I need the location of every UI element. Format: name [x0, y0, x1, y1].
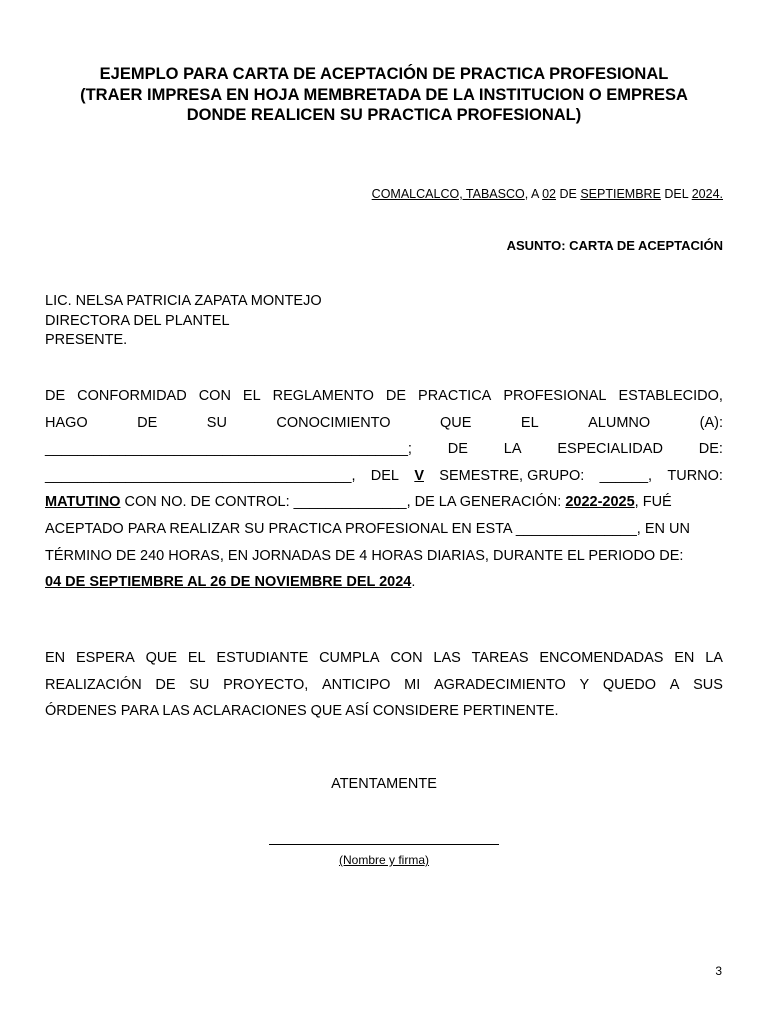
word: EL	[187, 650, 206, 666]
word: ESTUDIANTE	[216, 650, 309, 666]
date-year: 2024.	[691, 187, 723, 201]
body1-line-2	[45, 410, 723, 437]
word: EN	[674, 650, 695, 666]
date-sep: , A	[524, 187, 543, 201]
group-blank: ______,	[599, 467, 653, 484]
addressee-name: LIC. NELSA PATRICIA ZAPATA MONTEJO	[45, 293, 322, 309]
date-de: DE	[556, 187, 581, 201]
word: CONFORMIDAD	[77, 388, 187, 404]
word: EL	[242, 388, 261, 404]
word: ESPECIALIDAD	[557, 441, 663, 458]
word: AGRADECIMIENTO	[433, 676, 566, 693]
control-label: CON NO. DE CONTROL:	[120, 494, 294, 511]
heading-line-1: EJEMPLO PARA CARTA DE ACEPTACIÓN DE PRACTICA PROFESIONAL	[99, 65, 669, 83]
body1-line-6-end: , EN UN	[636, 520, 690, 537]
period-value: 04 DE SEPTIEMBRE AL 26 DE NOVIEMBRE DEL 2024	[45, 574, 412, 591]
shift-label: TURNO:	[667, 467, 723, 484]
addressee-presente: PRESENTE.	[45, 332, 128, 348]
word: REGLAMENTO	[272, 388, 374, 404]
document-heading	[40, 64, 728, 126]
body2-line-1	[45, 645, 723, 672]
word: ALUMNO	[588, 414, 651, 431]
word: PRACTICA	[418, 388, 492, 404]
word: LA	[705, 650, 723, 666]
word: DE	[137, 414, 158, 431]
word: HAGO	[45, 414, 88, 431]
word: DE	[385, 388, 407, 404]
word: QUE	[440, 414, 472, 431]
addressee-block	[45, 292, 322, 351]
word: DEL	[370, 467, 399, 484]
word: EL	[520, 414, 539, 431]
body1-line-8	[45, 569, 723, 596]
group-label: SEMESTRE, GRUPO:	[439, 467, 585, 484]
word: MI	[404, 676, 421, 693]
word: QUEDO	[602, 676, 657, 693]
closing-text: ATENTAMENTE	[331, 776, 437, 792]
word: DE	[155, 676, 176, 693]
word: CONOCIMIENTO	[276, 414, 391, 431]
word: REALIZACIÓN	[45, 676, 142, 693]
place: COMALCALCO, TABASCO	[371, 187, 525, 201]
date-month: SEPTIEMBRE	[580, 187, 661, 201]
word: (A):	[699, 414, 723, 431]
body1-line-5	[45, 489, 723, 516]
place-and-date	[372, 186, 723, 202]
heading-line-2: (TRAER IMPRESA EN HOJA MEMBRETADA DE LA INSTITUCION O EMPRESA	[80, 85, 688, 104]
word: CON	[390, 650, 423, 666]
addressee-position: DIRECTORA DEL PLANTEL	[45, 312, 230, 329]
body1-line-6	[45, 516, 723, 543]
body-paragraph-2	[45, 645, 723, 725]
date-day: 02	[542, 187, 557, 201]
word: PROYECTO,	[223, 676, 309, 693]
date-del: DEL	[660, 187, 692, 201]
body1-line-1	[45, 383, 723, 410]
body1-line-6-text: ACEPTADO PARA REALIZAR SU PRACTICA PROFESIONAL EN ESTA	[45, 520, 516, 537]
word: DE:	[698, 441, 723, 458]
word: CON	[198, 388, 231, 404]
word: A	[669, 676, 680, 693]
generation-value: 2022-2025	[565, 494, 635, 511]
word: QUE	[145, 650, 178, 666]
body-paragraph-1	[45, 383, 723, 596]
signature-line	[269, 844, 499, 845]
word: PROFESIONAL	[503, 388, 607, 404]
word: Y	[579, 676, 590, 693]
generation-label: , DE LA GENERACIÓN:	[406, 494, 566, 511]
body1-line-4	[45, 463, 723, 490]
word: SU	[189, 676, 210, 693]
company-blank: _______________	[515, 520, 637, 537]
word: ESTABLECIDO,	[618, 388, 723, 404]
accepted-text: , FUÉ	[634, 494, 672, 511]
word: EN	[45, 650, 66, 666]
word: SU	[206, 414, 227, 431]
shift-value: MATUTINO	[45, 494, 121, 511]
control-blank: ______________	[293, 494, 407, 511]
signature-caption: (Nombre y firma)	[338, 853, 429, 867]
word: SUS	[693, 676, 723, 693]
semester-value: V	[414, 467, 424, 484]
word: ENCOMENDADAS	[539, 650, 664, 666]
body2-line-2	[45, 672, 723, 699]
word: CUMPLA	[319, 650, 380, 666]
period-end: .	[411, 574, 416, 591]
subject-line: ASUNTO: CARTA DE ACEPTACIÓN	[506, 238, 723, 253]
page-number: 3	[715, 964, 722, 978]
student-name-blank: _____________________________________________;	[45, 441, 412, 458]
word: DE	[45, 388, 66, 404]
word: TAREAS	[471, 650, 529, 666]
body1-line-3	[45, 436, 723, 463]
word: LA	[503, 441, 522, 458]
body2-line-3: ÓRDENES PARA LAS ACLARACIONES QUE ASÍ CONSIDERE PERTINENTE.	[45, 703, 559, 720]
word: ANTICIPO	[321, 676, 391, 693]
word: LAS	[433, 650, 461, 666]
word: DE	[447, 441, 468, 458]
body1-line-7: TÉRMINO DE 240 HORAS, EN JORNADAS DE 4 HORAS DIARIAS, DURANTE EL PERIODO DE:	[45, 547, 684, 564]
specialty-blank: ______________________________________,	[45, 467, 356, 484]
word: ESPERA	[75, 650, 135, 666]
heading-line-3: DONDE REALICEN SU PRACTICA PROFESIONAL)	[186, 106, 582, 124]
